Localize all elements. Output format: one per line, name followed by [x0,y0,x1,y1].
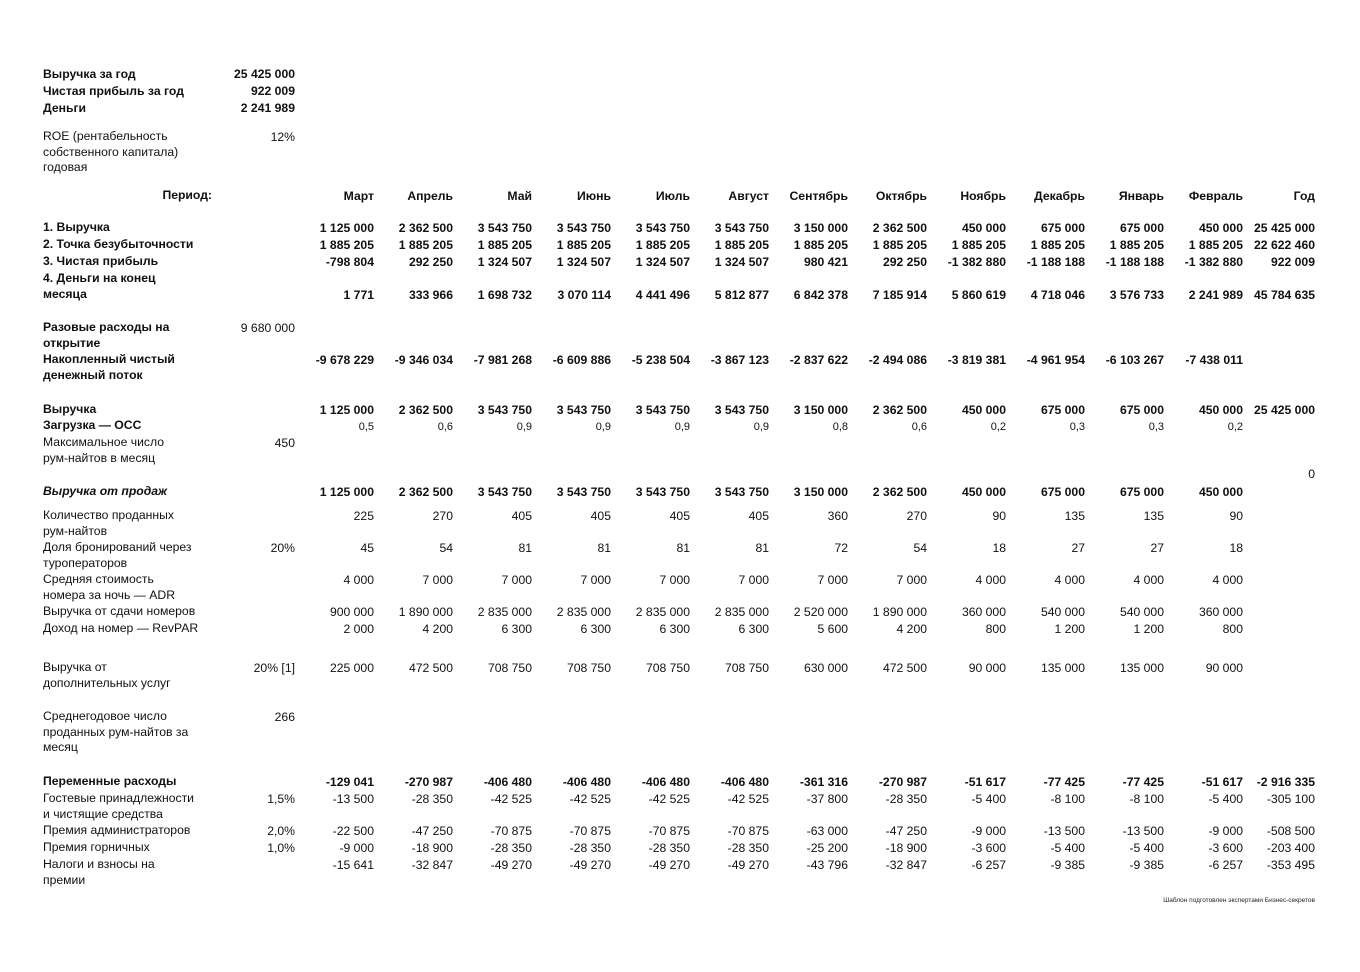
table-cell: 4 000 [1212,573,1243,587]
table-cell: 90 000 [1205,661,1243,675]
table-cell: -3 867 123 [710,353,769,367]
table-cell: -70 875 [648,824,690,838]
month-header: Июнь [576,189,611,203]
month-header: Февраль [1188,189,1243,203]
table-cell: -63 000 [806,824,848,838]
month-header: Апрель [407,189,453,203]
table-cell: 1 885 205 [1109,238,1164,252]
month-header: Сентябрь [789,189,848,203]
table-cell: 1 885 205 [398,238,453,252]
row-label: Средняя стоимость номера за ночь — ADR [43,572,175,602]
table-cell: -5 400 [1129,841,1164,855]
table-cell: 0,9 [753,421,769,433]
table-cell: 1 885 205 [556,238,611,252]
table-cell: 900 000 [329,605,374,619]
table-cell: 4 000 [1133,573,1164,587]
table-cell: 7 000 [817,573,848,587]
row-label: 2. Точка безубыточности [43,237,194,251]
table-cell: 3 543 750 [477,485,532,499]
table-cell: 1 885 205 [793,238,848,252]
table-cell: 3 543 750 [477,221,532,235]
table-cell: 3 543 750 [635,221,690,235]
table-cell: 540 000 [1040,605,1085,619]
row-label: Выручка от дополнительных услуг [43,660,171,690]
table-cell: 4 200 [896,622,927,636]
table-cell: 7 000 [580,573,611,587]
table-cell: -270 987 [404,775,453,789]
table-cell: 1 885 205 [1188,238,1243,252]
row-parameter: 9 680 000 [240,321,295,335]
table-cell: 1 324 507 [635,255,690,269]
table-cell: -361 316 [799,775,848,789]
table-cell: 2 362 500 [398,403,453,417]
row-parameter: 450 [274,436,295,450]
table-cell: -28 350 [411,792,453,806]
month-header: Август [728,189,769,203]
table-cell: -13 500 [1122,824,1164,838]
table-cell: 4 200 [422,622,453,636]
table-cell: 1 885 205 [1030,238,1085,252]
table-cell: 800 [1222,622,1243,636]
table-cell: -28 350 [885,792,927,806]
table-cell: 1 885 205 [872,238,927,252]
table-cell: 675 000 [1040,403,1085,417]
roe-label: ROE (рентабельность собственного капитала) годовая [43,129,179,175]
table-cell: 7 185 914 [872,288,927,302]
table-cell: 1 771 [343,288,374,302]
table-cell: 922 009 [1270,255,1315,269]
table-cell: -42 525 [727,792,769,806]
table-cell: -13 500 [332,792,374,806]
table-cell: -70 875 [569,824,611,838]
month-header: Март [343,189,374,203]
table-cell: -5 238 504 [631,353,690,367]
table-cell: 7 000 [659,573,690,587]
table-cell: -6 257 [971,858,1006,872]
table-cell: -49 270 [490,858,532,872]
table-cell: -37 800 [806,792,848,806]
table-cell: -2 494 086 [868,353,927,367]
table-cell: 2 835 000 [556,605,611,619]
table-cell: 708 750 [487,661,532,675]
table-cell: 225 [353,509,374,523]
table-cell: -1 188 188 [1105,255,1164,269]
table-cell: 6 300 [659,622,690,636]
table-cell: -6 257 [1208,858,1243,872]
row-parameter: 1,5% [267,792,295,806]
row-label: Разовые расходы на открытие [43,320,170,350]
table-cell: 4 000 [975,573,1006,587]
table-cell: 0,6 [437,421,453,433]
table-cell: 0,3 [1148,421,1164,433]
month-header: Май [507,189,532,203]
row-parameter: 20% [1] [253,661,295,675]
table-cell: -5 400 [1050,841,1085,855]
table-cell: 0,3 [1069,421,1085,433]
table-cell: 1 125 000 [319,403,374,417]
summary-profit-label: Чистая прибыль за год [43,84,184,98]
table-cell: 2 000 [343,622,374,636]
table-cell: 81 [676,541,690,555]
table-cell: 3 150 000 [793,221,848,235]
table-cell: 3 150 000 [793,485,848,499]
table-cell: 1 885 205 [951,238,1006,252]
table-cell: -406 480 [720,775,769,789]
summary-cash-label: Деньги [43,101,87,115]
table-cell: 0,9 [516,421,532,433]
table-cell: -15 641 [332,858,374,872]
row-label: 4. Деньги на конец месяца [43,271,156,301]
row-label: Доля бронирований через туроператоров [43,540,192,570]
table-cell: -49 270 [569,858,611,872]
table-cell: 1 890 000 [398,605,453,619]
row-label: Гостевые принадлежности и чистящие средства [43,791,194,821]
row-label: Доход на номер — RevPAR [43,621,199,635]
table-cell: -353 495 [1266,858,1315,872]
table-cell: 3 543 750 [714,403,769,417]
table-cell: 6 300 [501,622,532,636]
table-cell: 2 362 500 [398,485,453,499]
table-cell: 4 441 496 [635,288,690,302]
row-label: 1. Выручка [43,220,110,234]
table-cell: -8 100 [1050,792,1085,806]
table-cell: 3 543 750 [477,403,532,417]
table-cell: 708 750 [724,661,769,675]
month-header: Июль [655,189,690,203]
table-cell: 405 [669,509,690,523]
table-cell: -798 804 [325,255,374,269]
table-cell: 6 300 [738,622,769,636]
table-cell: 4 718 046 [1030,288,1085,302]
table-cell: 292 250 [408,255,453,269]
table-cell: -270 987 [878,775,927,789]
month-header: Январь [1118,189,1164,203]
table-cell: 27 [1150,541,1164,555]
table-cell: -47 250 [411,824,453,838]
table-cell: -3 600 [1208,841,1243,855]
table-cell: 450 000 [961,221,1006,235]
table-cell: 450 000 [1198,403,1243,417]
table-cell: 135 000 [1119,661,1164,675]
table-cell: 2 241 989 [1188,288,1243,302]
table-cell: 405 [511,509,532,523]
table-cell: 1 885 205 [635,238,690,252]
table-cell: 45 [360,541,374,555]
table-cell: 3 543 750 [556,485,611,499]
table-cell: 1 698 732 [477,288,532,302]
table-cell: 0,6 [911,421,927,433]
table-cell: 0,9 [674,421,690,433]
table-cell: -49 270 [648,858,690,872]
row-parameter: 2,0% [267,824,295,838]
table-cell: 18 [1229,541,1243,555]
table-cell: 135 [1143,509,1164,523]
table-cell: 7 000 [896,573,927,587]
table-cell: 7 000 [738,573,769,587]
table-cell: -6 609 886 [552,353,611,367]
table-cell: -2 916 335 [1256,775,1315,789]
table-cell: 333 966 [408,288,453,302]
table-cell: 22 622 460 [1254,238,1315,252]
summary-revenue-value: 25 425 000 [234,67,295,81]
row-parameter: 20% [270,541,295,555]
table-cell: -70 875 [490,824,532,838]
table-cell: -2 837 622 [789,353,848,367]
row-label: Переменные расходы [43,774,177,788]
table-cell: 1 125 000 [319,221,374,235]
table-cell: 45 784 635 [1254,288,1315,302]
table-cell: 450 000 [1198,221,1243,235]
table-cell: -9 678 229 [315,353,374,367]
table-cell: -70 875 [727,824,769,838]
table-cell: 3 543 750 [714,485,769,499]
table-cell: 0,8 [832,421,848,433]
table-cell: -3 600 [971,841,1006,855]
table-cell: -508 500 [1266,824,1315,838]
table-cell: 3 543 750 [635,403,690,417]
table-cell: -49 270 [727,858,769,872]
table-cell: 0,2 [1227,421,1243,433]
table-cell: 2 362 500 [398,221,453,235]
month-header: Декабрь [1034,189,1085,203]
table-cell: 2 362 500 [872,221,927,235]
table-cell: -42 525 [569,792,611,806]
row-label: Среднегодовое число проданных рум-найтов за месяц [43,709,189,755]
table-cell: 6 300 [580,622,611,636]
table-cell: -9 346 034 [394,353,453,367]
table-cell: -203 400 [1266,841,1315,855]
table-cell: 360 [827,509,848,523]
table-cell: 980 421 [803,255,848,269]
table-cell: 5 860 619 [951,288,1006,302]
stray-zero: 0 [1308,467,1315,481]
table-cell: 3 576 733 [1109,288,1164,302]
table-cell: 2 520 000 [793,605,848,619]
table-cell: 5 812 877 [714,288,769,302]
table-cell: 450 000 [961,485,1006,499]
table-cell: -1 188 188 [1026,255,1085,269]
table-cell: 1 200 [1133,622,1164,636]
row-label: Выручка [43,402,97,416]
table-cell: 675 000 [1119,221,1164,235]
row-label: Премия администраторов [43,823,191,837]
table-cell: 472 500 [882,661,927,675]
table-cell: -6 103 267 [1105,353,1164,367]
table-cell: 54 [439,541,453,555]
summary-cash-value: 2 241 989 [240,101,295,115]
table-cell: -406 480 [641,775,690,789]
table-cell: -77 425 [1122,775,1164,789]
table-cell: 1 885 205 [477,238,532,252]
table-cell: 1 125 000 [319,485,374,499]
table-cell: 18 [992,541,1006,555]
table-cell: 2 835 000 [714,605,769,619]
table-cell: -5 400 [1208,792,1243,806]
table-cell: 1 324 507 [556,255,611,269]
table-cell: 675 000 [1119,485,1164,499]
table-cell: -32 847 [885,858,927,872]
table-cell: 90 000 [968,661,1006,675]
table-cell: -42 525 [490,792,532,806]
table-cell: 2 362 500 [872,403,927,417]
table-cell: 7 000 [422,573,453,587]
table-cell: -1 382 880 [947,255,1006,269]
roe-value: 12% [270,130,295,144]
table-cell: -7 981 268 [473,353,532,367]
table-cell: 708 750 [645,661,690,675]
row-label: 3. Чистая прибыль [43,254,159,268]
table-cell: 630 000 [803,661,848,675]
table-cell: 405 [590,509,611,523]
table-cell: 90 [992,509,1006,523]
table-cell: -4 961 954 [1026,353,1085,367]
table-cell: 6 842 378 [793,288,848,302]
table-cell: 0,2 [990,421,1006,433]
table-cell: 2 362 500 [872,485,927,499]
table-cell: -9 000 [1208,824,1243,838]
table-cell: 4 000 [1054,573,1085,587]
table-cell: -3 819 381 [947,353,1006,367]
table-cell: -18 900 [885,841,927,855]
footer-note: Шаблон подготовлен экспертами Бизнес-секретов [1163,897,1315,904]
table-cell: 90 [1229,509,1243,523]
table-cell: -28 350 [648,841,690,855]
table-cell: -13 500 [1043,824,1085,838]
table-cell: -9 385 [1050,858,1085,872]
table-cell: 472 500 [408,661,453,675]
table-cell: 405 [748,509,769,523]
table-cell: 25 425 000 [1254,403,1315,417]
table-cell: 270 [432,509,453,523]
table-cell: 225 000 [329,661,374,675]
table-cell: 5 600 [817,622,848,636]
table-cell: 135 000 [1040,661,1085,675]
table-cell: 81 [518,541,532,555]
table-cell: 135 [1064,509,1085,523]
row-label: Накопленный чистый денежный поток [43,352,175,382]
table-cell: 450 000 [1198,485,1243,499]
table-cell: 1 200 [1054,622,1085,636]
table-cell: 675 000 [1040,485,1085,499]
table-cell: 675 000 [1119,403,1164,417]
table-cell: 54 [913,541,927,555]
table-cell: 3 070 114 [557,288,611,302]
row-parameter: 1,0% [267,841,295,855]
table-cell: 450 000 [961,403,1006,417]
table-cell: 0,5 [358,421,374,433]
table-cell: 675 000 [1040,221,1085,235]
table-cell: -42 525 [648,792,690,806]
table-cell: -406 480 [483,775,532,789]
table-cell: -25 200 [806,841,848,855]
table-cell: 1 885 205 [319,238,374,252]
table-cell: -28 350 [727,841,769,855]
table-cell: -406 480 [562,775,611,789]
table-cell: -7 438 011 [1185,353,1243,367]
table-cell: 3 543 750 [556,403,611,417]
summary-profit-value: 922 009 [250,84,295,98]
row-label: Загрузка — OCC [43,418,142,432]
row-parameter: 266 [274,710,295,724]
table-cell: -9 000 [971,824,1006,838]
row-label: Максимальное число рум-найтов в месяц [43,435,165,465]
row-label: Выручка от продаж [43,484,167,498]
table-cell: 2 835 000 [477,605,532,619]
month-header: Ноябрь [960,189,1006,203]
table-cell: -22 500 [332,824,374,838]
table-cell: -8 100 [1129,792,1164,806]
period-label: Период: [162,188,212,202]
table-cell: 540 000 [1119,605,1164,619]
table-cell: 800 [985,622,1006,636]
table-cell: -305 100 [1266,792,1315,806]
table-cell: 81 [597,541,611,555]
month-header: Год [1293,189,1315,203]
summary-revenue-label: Выручка за год [43,67,136,81]
table-cell: 7 000 [501,573,532,587]
table-cell: 1 890 000 [872,605,927,619]
table-cell: -9 385 [1129,858,1164,872]
table-cell: 3 543 750 [714,221,769,235]
table-cell: 2 835 000 [635,605,690,619]
row-label: Налоги и взносы на премии [43,857,155,887]
table-cell: -43 796 [806,858,848,872]
table-cell: 0,9 [595,421,611,433]
table-cell: 27 [1071,541,1085,555]
row-label: Премия горничных [43,840,150,854]
table-cell: -1 382 880 [1184,255,1243,269]
table-cell: -5 400 [971,792,1006,806]
table-cell: 1 324 507 [477,255,532,269]
table-cell: 81 [755,541,769,555]
table-cell: -18 900 [411,841,453,855]
table-cell: -32 847 [411,858,453,872]
table-cell: -77 425 [1043,775,1085,789]
table-cell: -28 350 [490,841,532,855]
table-cell: 1 324 507 [714,255,769,269]
row-label: Выручка от сдачи номеров [43,604,196,618]
table-cell: 25 425 000 [1254,221,1315,235]
table-cell: 1 885 205 [714,238,769,252]
table-cell: -129 041 [325,775,374,789]
table-cell: 292 250 [882,255,927,269]
table-cell: 4 000 [343,573,374,587]
table-cell: 360 000 [1198,605,1243,619]
table-cell: 360 000 [961,605,1006,619]
table-cell: 708 750 [566,661,611,675]
table-cell: -47 250 [885,824,927,838]
table-cell: -28 350 [569,841,611,855]
table-cell: 3 543 750 [556,221,611,235]
table-cell: -51 617 [964,775,1006,789]
month-header: Октябрь [875,189,927,203]
table-cell: -9 000 [339,841,374,855]
table-cell: 3 543 750 [635,485,690,499]
table-cell: 3 150 000 [793,403,848,417]
row-label: Количество проданных рум-найтов [43,508,174,538]
table-cell: 270 [906,509,927,523]
table-cell: 72 [834,541,848,555]
table-cell: -51 617 [1201,775,1243,789]
